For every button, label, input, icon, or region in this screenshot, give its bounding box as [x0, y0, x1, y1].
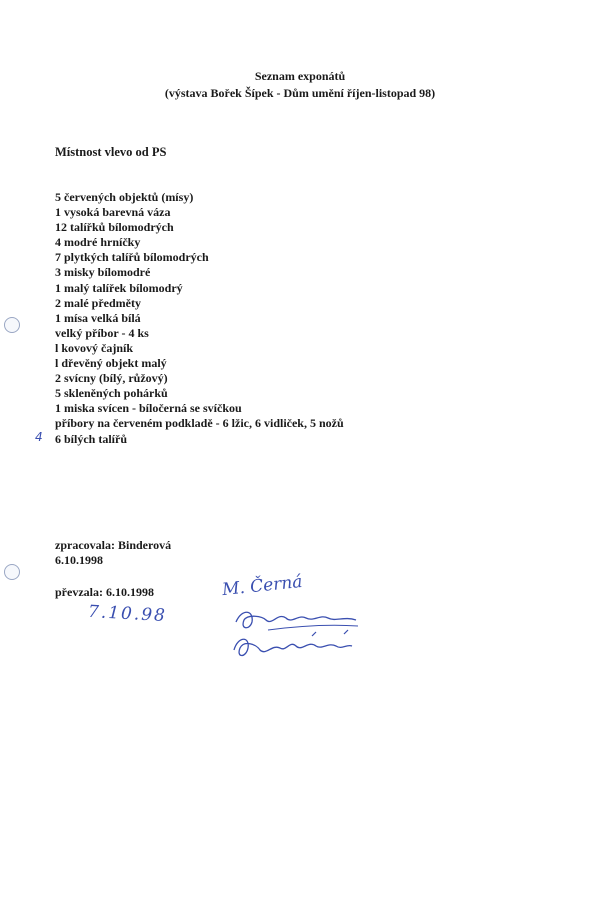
exhibit-item: 12 talířků bílomodrých [55, 220, 174, 235]
exhibit-item: l kovový čajník [55, 340, 134, 355]
prepared-date: 6.10.1998 [55, 553, 103, 567]
margin-annotation: 4 [35, 430, 43, 444]
handwritten-signature [228, 600, 368, 670]
received-by: převzala: 6.10.1998 [55, 585, 154, 599]
room-heading: Místnost vlevo od PS [55, 145, 167, 159]
exhibit-list [55, 190, 344, 447]
handwritten-date: 7.10.98 [87, 601, 168, 627]
exhibit-item: 4 modré hrníčky [55, 235, 141, 250]
exhibit-item: 5 skleněných pohárků [55, 386, 168, 401]
prepared-by: zpracovala: Binderová [55, 538, 172, 552]
punch-hole-top [4, 317, 20, 333]
document-title: Seznam exponátů [254, 69, 346, 83]
document-subtitle: (výstava Bořek Šípek - Dům umění říjen-listopad 98) [164, 86, 436, 100]
exhibit-item: l dřevěný objekt malý [55, 356, 167, 371]
punch-hole-bottom [4, 564, 20, 580]
handwritten-name: M. Černá [221, 571, 304, 601]
exhibit-item: 1 miska svícen - bíločerná se svíčkou [55, 401, 242, 416]
exhibit-item: 1 vysoká barevná váza [55, 205, 171, 220]
exhibit-item: 2 malé předměty [55, 295, 141, 310]
exhibit-item: příbory na červeném podkladě - 6 lžic, 6 vidliček, 5 nožů [55, 416, 344, 431]
exhibit-item: velký příbor - 4 ks [55, 325, 149, 340]
exhibit-item: 2 svícny (bílý, růžový) [55, 371, 168, 386]
exhibit-item: 6 bílých talířů [55, 431, 128, 446]
exhibit-item: 1 mísa velká bílá [55, 310, 141, 325]
exhibit-item: 5 červených objektů (mísy) [55, 190, 194, 204]
document-header [0, 68, 600, 102]
exhibit-item: 1 malý talířek bílomodrý [55, 280, 183, 295]
exhibit-item: 7 plytkých talířů bílomodrých [55, 250, 209, 265]
exhibit-item: 3 misky bílomodré [55, 265, 151, 280]
